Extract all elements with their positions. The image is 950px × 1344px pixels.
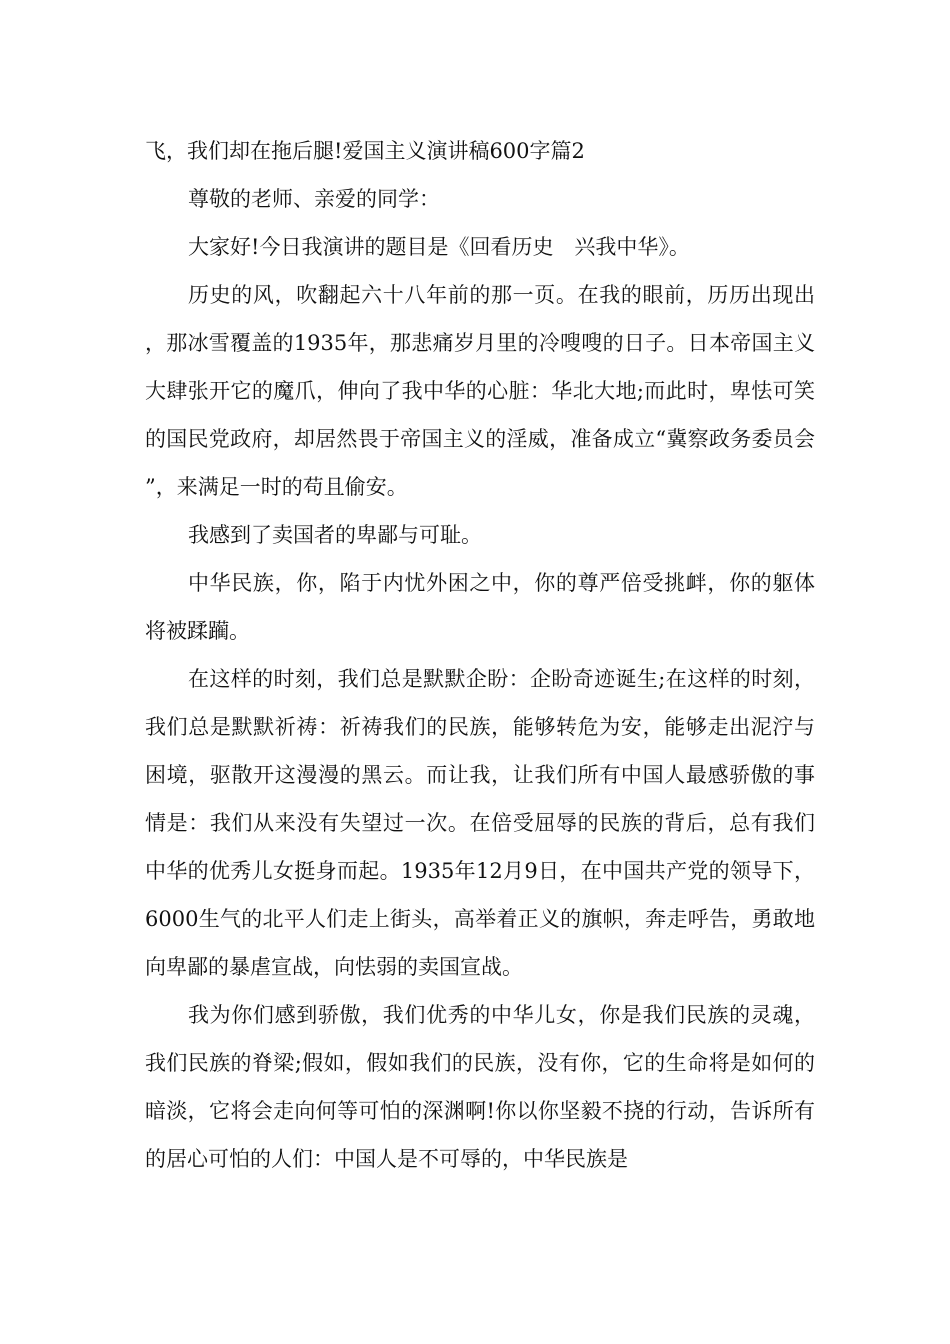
paragraph-proud: 我为你们感到骄傲，我们优秀的中华儿女，你是我们民族的灵魂，我们民族的脊梁;假如，假如我们的民族，没有你，它的生命将是如何的暗淡，它将会走向何等可怕的深渊啊!你以你坚毅不挠的行动，告诉所有的居心可怕的人们：中国人是不可辱的，中华民族是: [145, 1003, 815, 1171]
paragraph-at-this-moment: 在这样的时刻，我们总是默默企盼：企盼奇迹诞生;在这样的时刻，我们总是默默祈祷：祈祷我们的民族，能够转危为安，能够走出泥泞与困境，驱散开这漫漫的黑云。而让我，让我们所有中国人最感骄傲的事情是：我们从来没有失望过一次。在倍受屈辱的民族的背后，总有我们中华的优秀儿女挺身而起。1935年12月9日，在中国共产党的领导下，6000生气的北平人们走上街头，高举着正义的旗帜，奔走呼告，勇敢地向卑鄙的暴虐宣战，向怯弱的卖国宣战。: [145, 667, 815, 979]
paragraph-history-wind: 历史的风，吹翻起六十八年前的那一页。在我的眼前，历历出现出，那冰雪覆盖的1935年，那悲痛岁月里的冷嗖嗖的日子。日本帝国主义大肆张开它的魔爪，伸向了我中华的心脏：华北大地;而此时，卑怯可笑的国民党政府，却居然畏于帝国主义的淫威，准备成立“冀察政务委员会”，来满足一时的苟且偷安。: [145, 283, 815, 499]
paragraph-greeting: 大家好!今日我演讲的题目是《回看历史 兴我中华》。: [188, 235, 690, 259]
paragraph-salutation: 尊敬的老师、亲爱的同学：: [188, 187, 440, 211]
document-body: [145, 127, 815, 1183]
paragraph-nation-crisis: 中华民族，你，陷于内忧外困之中，你的尊严倍受挑衅，你的躯体将被蹂躏。: [145, 571, 815, 643]
paragraph-heading-line: 飞，我们却在拖后腿!爱国主义演讲稿600字篇2: [145, 139, 585, 163]
paragraph-shame: 我感到了卖国者的卑鄙与可耻。: [188, 523, 482, 547]
